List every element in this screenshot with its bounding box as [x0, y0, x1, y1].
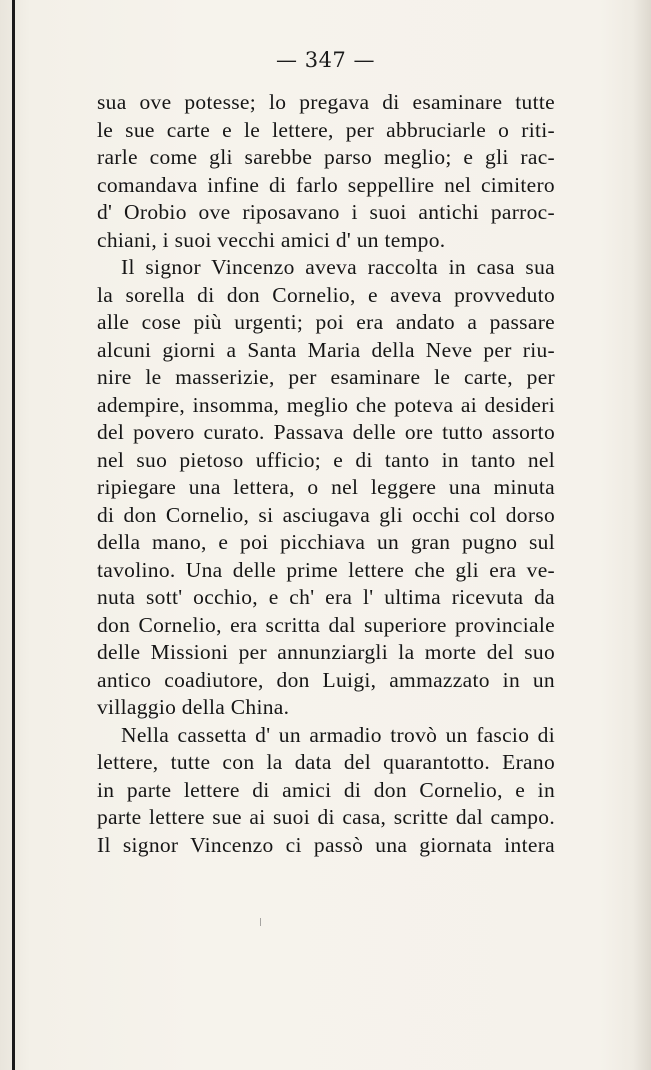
text-line: le sue carte e le lettere, per abbruciarle o riti-	[97, 117, 555, 142]
text-line: parte lettere sue ai suoi di casa, scritte dal campo.	[97, 805, 555, 829]
text-line: tavolino. Una delle prime lettere che gli era ve-	[97, 557, 555, 582]
text-line: Il signor Vincenzo ci passò una giornata intera	[97, 832, 555, 857]
paragraph-1	[97, 89, 555, 254]
text-line: Il signor Vincenzo aveva raccolta in casa sua	[121, 255, 555, 279]
page-binding-edge	[12, 0, 15, 1070]
paragraph-2	[97, 254, 555, 722]
page-number-header: — 347 —	[276, 48, 375, 72]
text-line: adempire, insomma, meglio che poteva ai desideri	[97, 392, 555, 417]
text-line: comandava infine di farlo seppellire nel cimitero	[97, 172, 555, 197]
text-line: di don Cornelio, si asciugava gli occhi col dorso	[97, 502, 555, 527]
text-line: d' Orobio ove riposavano i suoi antichi parroc-	[97, 200, 555, 224]
text-line: Nella cassetta d' un armadio trovò un fascio di	[121, 722, 555, 747]
text-line: della mano, e poi picchiava un gran pugno sul	[97, 530, 555, 554]
page-body	[97, 89, 555, 859]
text-line: nire le masserizie, per esaminare le carte, per	[97, 365, 555, 389]
text-line: villaggio della China.	[97, 695, 290, 719]
text-line: nuta sott' occhio, e ch' era l' ultima ricevuta da	[97, 585, 555, 609]
text-line: ripiegare una lettera, o nel leggere una minuta	[97, 475, 555, 499]
text-line: sua ove potesse; lo pregava di esaminare tutte	[97, 90, 555, 114]
text-line: alle cose più urgenti; poi era andato a passare	[97, 310, 555, 334]
text-line: nel suo pietoso ufficio; e di tanto in tanto nel	[97, 447, 555, 472]
text-line: la sorella di don Cornelio, e aveva provveduto	[97, 282, 555, 307]
text-line: antico coadiutore, don Luigi, ammazzato in un	[97, 667, 555, 692]
text-line: lettere, tutte con la data del quarantotto. Erano	[97, 750, 555, 774]
text-line: chiani, i suoi vecchi amici d' un tempo.	[97, 227, 446, 252]
text-line: delle Missioni per annunziargli la morte del suo	[97, 640, 555, 664]
page-right-shadow	[633, 0, 651, 1070]
text-line: del povero curato. Passava delle ore tutto assorto	[97, 420, 555, 444]
paper-speck	[260, 918, 261, 926]
text-line: alcuni giorni a Santa Maria della Neve per riu-	[97, 337, 555, 362]
text-line: in parte lettere di amici di don Cornelio, e in	[97, 777, 555, 802]
paragraph-3	[97, 722, 555, 860]
text-line: rarle come gli sarebbe parso meglio; e gli rac-	[97, 145, 555, 169]
text-line: don Cornelio, era scritta dal superiore provinciale	[97, 612, 555, 637]
